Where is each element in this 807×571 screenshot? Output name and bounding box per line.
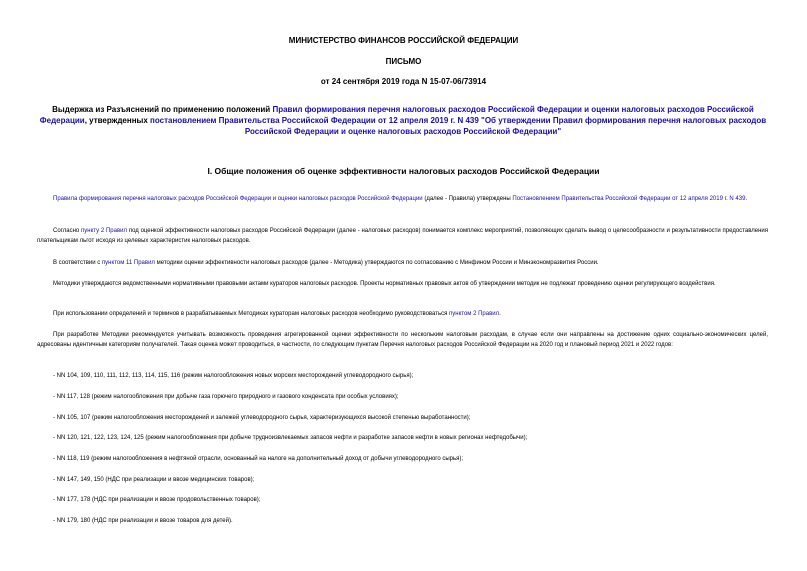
rules-point-2-link[interactable]: пункту 2 Правил	[81, 228, 128, 234]
paragraph-3	[37, 259, 768, 269]
p1-text-1: (далее - Правила) утверждены	[422, 196, 513, 202]
document-date-number: от 24 сентября 2019 года N 15-07-06/73914	[320, 77, 487, 86]
rules-point-11-link[interactable]: пунктом 11 Правил	[101, 260, 155, 266]
rules-point-2-link-p5[interactable]: пунктом 2 Правил	[449, 311, 500, 317]
resolution-link[interactable]: постановлением Правительства Российской Федерации от 12 апреля 2019 г. N 439 "Об утверждении Правил формирования перечня налоговых расходов Российской Федерации и оценке налоговых расходов Российской Федерации"	[150, 116, 767, 136]
list-item: - NN 177, 178 (НДС при реализации и ввозе продовольственных товаров);	[53, 497, 261, 503]
resolution-link-p1[interactable]: Постановлением Правительства Российской Федерации от 12 апреля 2019 г. N 439	[512, 196, 746, 202]
paragraph-5	[37, 310, 768, 320]
p2-text-2: под оценкой эффективности налоговых расходов Российской Федерации (далее - налоговых расходов) понимается комплекс мероприятий, позволяющих сделать вывод о целесообразности и результативности предоставления плательщикам льгот исходя из целевых характеристик налоговых расходов.	[37, 228, 768, 244]
paragraph-2	[37, 227, 768, 246]
list-item: - NN 104, 109, 110, 111, 112, 113, 114, 115, 116 (режим налогообложения новых морских месторождений углеводородного сырья);	[53, 373, 414, 379]
rules-link-p1[interactable]: Правила формирования перечня налоговых расходов Российской Федерации и оценки налоговых расходов Российской Федерации	[53, 196, 423, 202]
p5-text-2: .	[499, 311, 501, 317]
paragraph-4: Методики утверждаются ведомственными нормативными правовыми актами кураторов налоговых расходов. Проекты нормативных правовых актов об утверждении методик не подлежат проведению оценки регулирующего воздействия.	[53, 281, 716, 287]
paragraph-6: При разработке Методики рекомендуется учитывать возможность проведения агрегированной оценки эффективности по нескольким налоговым расходам, в случае если они направлены на достижение одних социально-экономических целей, адресованы идентичным категориям получателей. Такая оценка может проводиться, в частности, по следующим пунктам Перечня налоговых расходов Российской Федерации на 2020 год и плановый период 2021 и 2022 годов:	[37, 332, 768, 348]
p3-text-1: В соответствии с	[53, 260, 102, 266]
list-item: - NN 105, 107 (режим налогообложения месторождений и залежей углеводородного сырья, характеризующихся высокой степенью выработанности);	[53, 415, 471, 421]
list-item: - NN 117, 128 (режим налогообложения при добыче газа горючего природного и газового конденсата при особых условиях);	[53, 394, 399, 400]
rules-link[interactable]: Правил формирования перечня налоговых расходов Российской Федерации и оценки налоговых расходов Российской Федерации	[39, 105, 754, 125]
p5-text-1: При использовании определений и терминов в разрабатываемых Методиках кураторам налоговых расходов необходимо руководствоваться	[53, 311, 450, 317]
extract-text-2: , утвержденных	[84, 116, 151, 125]
list-item: - NN 118, 119 (режим налогообложения в нефтяной отрасли, основанный на налоге на дополнительный доход от добычи углеводородного сырья);	[53, 456, 464, 462]
ministry-title: МИНИСТЕРСТВО ФИНАНСОВ РОССИЙСКОЙ ФЕДЕРАЦИИ	[288, 36, 519, 45]
extract-heading	[34, 104, 772, 137]
p2-text-1: Согласно	[53, 228, 82, 234]
p1-text-2: .	[745, 196, 748, 202]
list-item: - NN 147, 149, 150 (НДС при реализации и ввозе медицинских товаров);	[53, 477, 255, 483]
p3-text-2: методики оценки эффективности налоговых расходов (далее - Методика) утверждаются по согласованию с Минфином России и Минэкономразвития России.	[154, 260, 599, 266]
document-type: ПИСЬМО	[385, 57, 422, 66]
list-item: - NN 179, 180 (НДС при реализации и ввозе товаров для детей).	[53, 518, 233, 524]
paragraph-1	[37, 195, 768, 205]
list-item: - NN 120, 121, 122, 123, 124, 125 (режим налогообложения при добыче трудноизвлекаемых запасов нефти и разработке запасов нефти в новых регионах нефтедобычи);	[53, 435, 528, 441]
section-title: I. Общие положения об оценке эффективности налоговых расходов Российской Федерации	[207, 166, 600, 176]
extract-text-1: Выдержка из Разъяснений по применению положений	[52, 105, 273, 114]
